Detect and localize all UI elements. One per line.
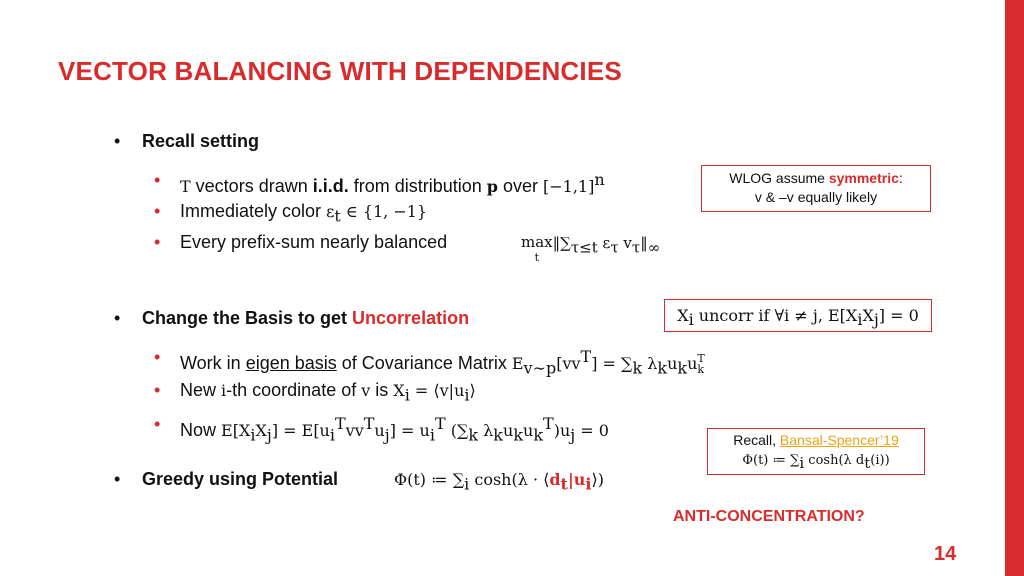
bullet-dot: • <box>114 308 121 328</box>
bullet-dot: • <box>154 201 161 221</box>
bullet-dot: • <box>114 131 121 151</box>
bullet-dot: • <box>114 469 121 489</box>
bullet-dot: • <box>154 170 161 190</box>
bullet-recall-setting <box>114 130 260 152</box>
bullet-dot: • <box>154 347 161 367</box>
page-number: 14 <box>934 543 957 565</box>
bansal-spencer-link[interactable]: Bansal-Spencer’19 <box>779 432 899 448</box>
bullet-immediately-color: • Immediately color $\varepsilon_t$ ∈ {1, −1} <box>154 201 428 226</box>
bullet-greedy-potential: • Greedy using Potential <box>114 469 339 489</box>
bullet-now-expectation: • Now $E[X_iX_j] = E[u_i^Tvv^Tu_j] = u_i^T$ ($\sum_k$ $\lambda_ku_ku_k^T)u_j = 0$ <box>154 414 609 445</box>
bullet-dot: • <box>154 414 161 434</box>
slide-title: VECTOR BALANCING WITH DEPENDENCIES <box>58 56 622 86</box>
bullet-change-basis: • Change the Basis to get Uncorrelation <box>114 308 470 328</box>
max-norm-formula: max $^t‖\sum_{\tau\le t}$ $\varepsilon_\tau$ $v_\tau‖_\infty$ <box>521 233 661 264</box>
accent-bar <box>1005 0 1024 576</box>
bullet-dot: • <box>154 232 161 252</box>
potential-formula: Φ(t) ≔ $\sum_i$ $\cosh(\lambda \cdot ⟨d_t|u_i⟩)$ <box>394 470 604 494</box>
bullet-vectors-drawn: • T vectors drawn i.i.d. from distribution p over $[-1,1]^n$ <box>154 170 605 196</box>
bullet-eigen-basis: • Work in eigen basis of Covariance Matrix $E_{v\sim p}[vv^T] = \sum_k$ $\lambda_ku_ku$ T k <box>154 347 705 378</box>
anti-concentration-note: ANTI-CONCENTRATION? <box>673 508 865 525</box>
bullet-dot: • <box>154 380 161 400</box>
recall-setting-heading: Recall setting <box>142 131 260 151</box>
wlog-symmetric-box: WLOG assume symmetric: v & –v equally likely <box>701 165 931 212</box>
bullet-new-coordinate: • New i-th coordinate of v is $X_i$ = $⟨v|u_i⟩$ <box>154 380 476 405</box>
uncorr-definition-box: $X_i$ uncorr if ∀i ≠ j, $E[X_iX_j] = 0$ <box>664 299 932 332</box>
bullet-prefix-sum: • Every prefix-sum nearly balanced <box>154 232 448 252</box>
recall-bansal-spencer-box: Recall, Bansal-Spencer’19 Φ(t) ≔ $\sum_i$ cosh(λ $d_t(i)$) <box>707 428 925 475</box>
